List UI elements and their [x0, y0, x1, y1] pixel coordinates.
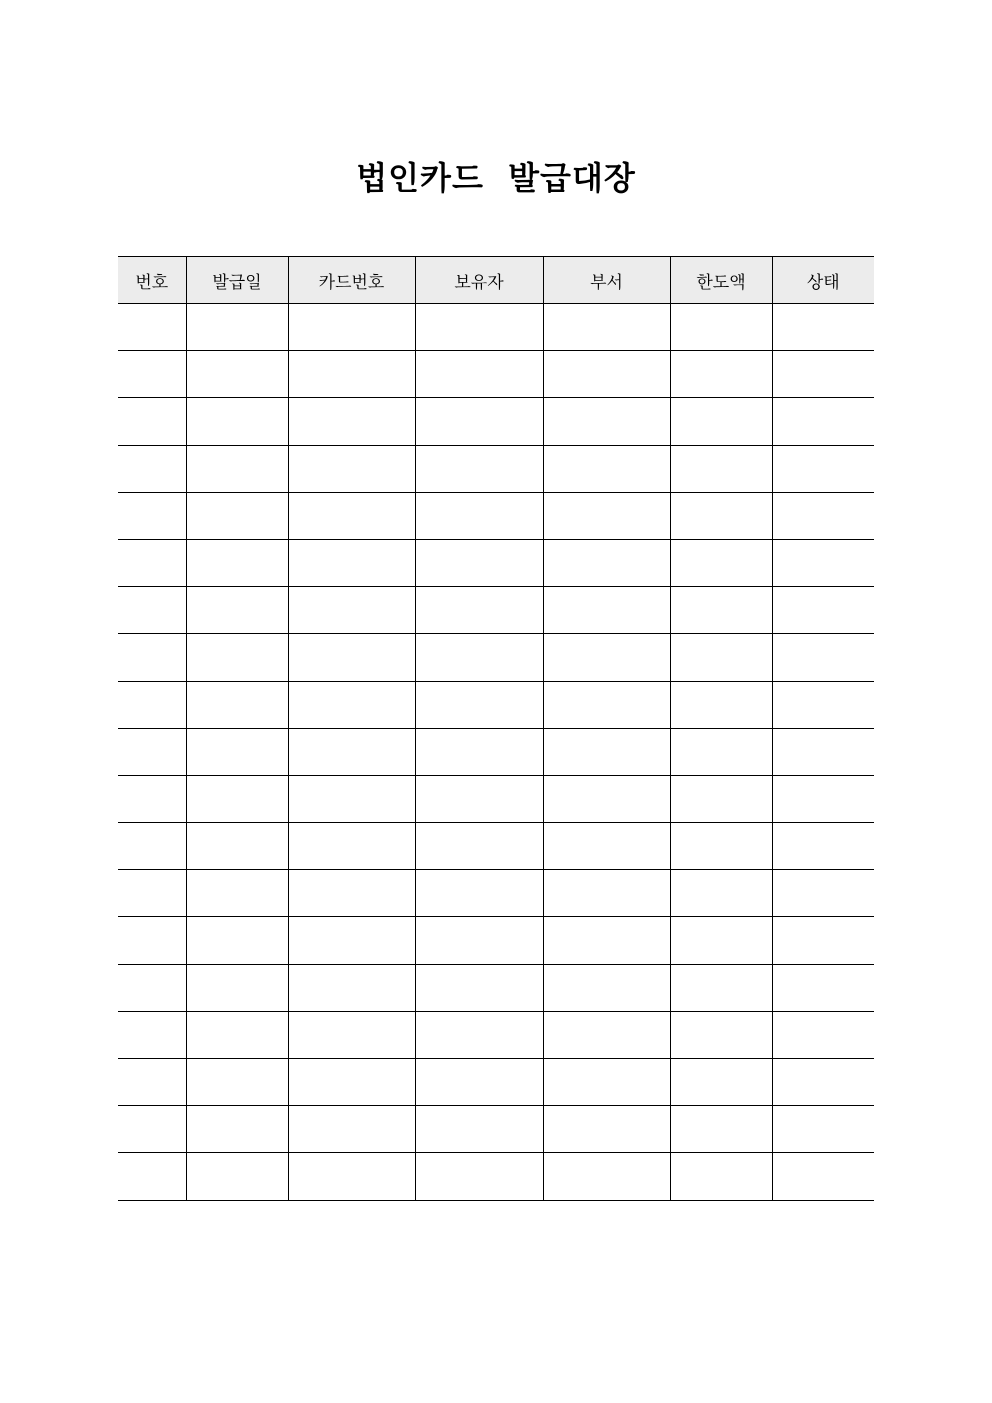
cell-status[interactable]: [772, 681, 874, 728]
cell-number[interactable]: [118, 917, 186, 964]
cell-issue-date[interactable]: [186, 351, 288, 398]
cell-holder[interactable]: [415, 1059, 543, 1106]
cell-card-number[interactable]: [288, 634, 415, 681]
cell-issue-date[interactable]: [186, 587, 288, 634]
column-header-card-number: 카드번호: [288, 257, 415, 304]
cell-limit-amount[interactable]: [670, 870, 772, 917]
cell-department[interactable]: [543, 351, 670, 398]
cell-limit-amount[interactable]: [670, 1106, 772, 1153]
cell-holder[interactable]: [415, 870, 543, 917]
cell-department[interactable]: [543, 1153, 670, 1200]
cell-status[interactable]: [772, 1059, 874, 1106]
page-title: 법인카드 발급대장: [356, 159, 636, 198]
cell-status[interactable]: [772, 587, 874, 634]
cell-card-number[interactable]: [288, 587, 415, 634]
table-header-row: [118, 257, 874, 304]
cell-status[interactable]: [772, 398, 874, 445]
cell-number[interactable]: [118, 728, 186, 775]
table-row: [118, 728, 874, 775]
cell-status[interactable]: [772, 870, 874, 917]
cell-department[interactable]: [543, 728, 670, 775]
cell-number[interactable]: [118, 681, 186, 728]
cell-status[interactable]: [772, 1153, 874, 1200]
cell-number[interactable]: [118, 587, 186, 634]
cell-status[interactable]: [772, 728, 874, 775]
cell-issue-date[interactable]: [186, 775, 288, 822]
cell-card-number[interactable]: [288, 539, 415, 586]
cell-number[interactable]: [118, 351, 186, 398]
column-header-department: 부서: [543, 257, 670, 304]
cell-issue-date[interactable]: [186, 1059, 288, 1106]
cell-limit-amount[interactable]: [670, 775, 772, 822]
cell-holder[interactable]: [415, 304, 543, 351]
cell-card-number[interactable]: [288, 445, 415, 492]
cell-department[interactable]: [543, 870, 670, 917]
table-row: [118, 681, 874, 728]
cell-holder[interactable]: [415, 728, 543, 775]
cell-status[interactable]: [772, 964, 874, 1011]
cell-department[interactable]: [543, 587, 670, 634]
cell-department[interactable]: [543, 917, 670, 964]
cell-number[interactable]: [118, 539, 186, 586]
cell-department[interactable]: [543, 492, 670, 539]
cell-number[interactable]: [118, 1059, 186, 1106]
cell-issue-date[interactable]: [186, 681, 288, 728]
cell-department[interactable]: [543, 445, 670, 492]
table-row: [118, 587, 874, 634]
cell-holder[interactable]: [415, 1153, 543, 1200]
cell-issue-date[interactable]: [186, 539, 288, 586]
cell-holder[interactable]: [415, 964, 543, 1011]
cell-issue-date[interactable]: [186, 1106, 288, 1153]
cell-number[interactable]: [118, 634, 186, 681]
cell-number[interactable]: [118, 1011, 186, 1058]
cell-status[interactable]: [772, 304, 874, 351]
cell-card-number[interactable]: [288, 1059, 415, 1106]
table-body: [118, 304, 874, 1201]
cell-limit-amount[interactable]: [670, 587, 772, 634]
cell-card-number[interactable]: [288, 351, 415, 398]
table-row: [118, 398, 874, 445]
cell-card-number[interactable]: [288, 398, 415, 445]
cell-number[interactable]: [118, 398, 186, 445]
cell-limit-amount[interactable]: [670, 539, 772, 586]
cell-issue-date[interactable]: [186, 634, 288, 681]
cell-limit-amount[interactable]: [670, 492, 772, 539]
cell-department[interactable]: [543, 1059, 670, 1106]
column-header-holder: 보유자: [415, 257, 543, 304]
cell-card-number[interactable]: [288, 1153, 415, 1200]
cell-card-number[interactable]: [288, 870, 415, 917]
cell-number[interactable]: [118, 304, 186, 351]
cell-issue-date[interactable]: [186, 445, 288, 492]
cell-limit-amount[interactable]: [670, 823, 772, 870]
cell-limit-amount[interactable]: [670, 681, 772, 728]
cell-status[interactable]: [772, 634, 874, 681]
cell-status[interactable]: [772, 1011, 874, 1058]
cell-department[interactable]: [543, 398, 670, 445]
table-row: [118, 964, 874, 1011]
cell-issue-date[interactable]: [186, 492, 288, 539]
cell-status[interactable]: [772, 445, 874, 492]
cell-holder[interactable]: [415, 351, 543, 398]
cell-issue-date[interactable]: [186, 304, 288, 351]
table-row: [118, 1011, 874, 1058]
cell-limit-amount[interactable]: [670, 1059, 772, 1106]
cell-number[interactable]: [118, 492, 186, 539]
table-row: [118, 492, 874, 539]
cell-status[interactable]: [772, 917, 874, 964]
cell-card-number[interactable]: [288, 823, 415, 870]
cell-number[interactable]: [118, 775, 186, 822]
cell-department[interactable]: [543, 964, 670, 1011]
table-row: [118, 634, 874, 681]
cell-holder[interactable]: [415, 1011, 543, 1058]
cell-department[interactable]: [543, 775, 670, 822]
cell-status[interactable]: [772, 492, 874, 539]
cell-issue-date[interactable]: [186, 964, 288, 1011]
cell-number[interactable]: [118, 964, 186, 1011]
cell-card-number[interactable]: [288, 1106, 415, 1153]
cell-status[interactable]: [772, 1106, 874, 1153]
cell-card-number[interactable]: [288, 917, 415, 964]
cell-card-number[interactable]: [288, 304, 415, 351]
table-row: [118, 917, 874, 964]
cell-card-number[interactable]: [288, 964, 415, 1011]
cell-limit-amount[interactable]: [670, 304, 772, 351]
cell-department[interactable]: [543, 823, 670, 870]
cell-issue-date[interactable]: [186, 870, 288, 917]
cell-limit-amount[interactable]: [670, 445, 772, 492]
cell-issue-date[interactable]: [186, 398, 288, 445]
cell-department[interactable]: [543, 1106, 670, 1153]
column-header-issue-date: 발급일: [186, 257, 288, 304]
cell-holder[interactable]: [415, 681, 543, 728]
cell-card-number[interactable]: [288, 492, 415, 539]
table-row: [118, 351, 874, 398]
table-row: [118, 539, 874, 586]
cell-card-number[interactable]: [288, 775, 415, 822]
cell-holder[interactable]: [415, 1106, 543, 1153]
cell-number[interactable]: [118, 823, 186, 870]
cell-department[interactable]: [543, 539, 670, 586]
cell-limit-amount[interactable]: [670, 1011, 772, 1058]
cell-number[interactable]: [118, 1106, 186, 1153]
cell-card-number[interactable]: [288, 681, 415, 728]
cell-issue-date[interactable]: [186, 917, 288, 964]
table-row: [118, 1153, 874, 1200]
cell-number[interactable]: [118, 445, 186, 492]
table-row: [118, 775, 874, 822]
cell-holder[interactable]: [415, 634, 543, 681]
cell-limit-amount[interactable]: [670, 964, 772, 1011]
cell-limit-amount[interactable]: [670, 728, 772, 775]
cell-holder[interactable]: [415, 587, 543, 634]
cell-department[interactable]: [543, 634, 670, 681]
cell-status[interactable]: [772, 351, 874, 398]
cell-issue-date[interactable]: [186, 1153, 288, 1200]
cell-issue-date[interactable]: [186, 823, 288, 870]
table-row: [118, 304, 874, 351]
cell-card-number[interactable]: [288, 728, 415, 775]
column-header-limit-amount: 한도액: [670, 257, 772, 304]
cell-number[interactable]: [118, 870, 186, 917]
cell-status[interactable]: [772, 823, 874, 870]
cell-department[interactable]: [543, 681, 670, 728]
cell-limit-amount[interactable]: [670, 634, 772, 681]
card-issuance-ledger-table: [118, 256, 874, 1201]
cell-holder[interactable]: [415, 775, 543, 822]
column-header-status: 상태: [772, 257, 874, 304]
cell-department[interactable]: [543, 304, 670, 351]
column-header-number: 번호: [118, 257, 186, 304]
cell-status[interactable]: [772, 539, 874, 586]
cell-holder[interactable]: [415, 917, 543, 964]
cell-limit-amount[interactable]: [670, 1153, 772, 1200]
cell-department[interactable]: [543, 1011, 670, 1058]
table-row: [118, 1059, 874, 1106]
table-row: [118, 823, 874, 870]
table-row: [118, 1106, 874, 1153]
cell-card-number[interactable]: [288, 1011, 415, 1058]
table-row: [118, 445, 874, 492]
cell-limit-amount[interactable]: [670, 351, 772, 398]
cell-holder[interactable]: [415, 398, 543, 445]
cell-holder[interactable]: [415, 445, 543, 492]
cell-limit-amount[interactable]: [670, 398, 772, 445]
cell-holder[interactable]: [415, 539, 543, 586]
cell-holder[interactable]: [415, 492, 543, 539]
cell-status[interactable]: [772, 775, 874, 822]
cell-holder[interactable]: [415, 823, 543, 870]
cell-issue-date[interactable]: [186, 728, 288, 775]
cell-limit-amount[interactable]: [670, 917, 772, 964]
cell-issue-date[interactable]: [186, 1011, 288, 1058]
cell-number[interactable]: [118, 1153, 186, 1200]
table-row: [118, 870, 874, 917]
